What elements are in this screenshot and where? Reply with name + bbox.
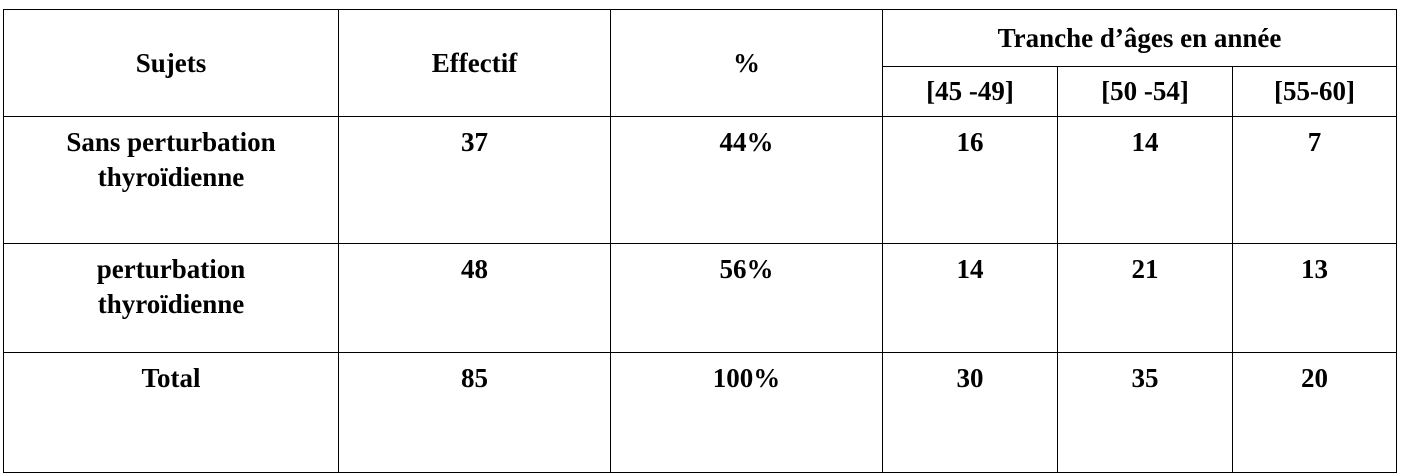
row-label-cell (4, 353, 339, 473)
percent-cell: 100% (611, 353, 883, 473)
header-age-range-1: [45 -49] (883, 67, 1058, 117)
age-cell-1: 30 (883, 353, 1058, 473)
header-age-group: Tranche d’âges en année (883, 10, 1397, 67)
age-cell-2: 21 (1058, 244, 1233, 353)
age-cell-1: 14 (883, 244, 1058, 353)
table-row-total (4, 353, 1397, 473)
age-cell-2: 14 (1058, 117, 1233, 244)
age-cell-2: 35 (1058, 353, 1233, 473)
age-cell-3: 20 (1233, 353, 1397, 473)
row-label-line1: Total (141, 363, 201, 393)
header-sujets: Sujets (4, 10, 339, 117)
header-row-top (4, 10, 1397, 67)
table-row (4, 244, 1397, 353)
header-effectif: Effectif (339, 10, 611, 117)
percent-cell: 56% (611, 244, 883, 353)
data-table (3, 9, 1397, 473)
row-label-line2: thyroïdienne (97, 162, 245, 192)
header-age-range-2: [50 -54] (1058, 67, 1233, 117)
row-label-line1: perturbation (96, 254, 246, 284)
row-label-line2: thyroïdienne (97, 289, 245, 319)
row-label-cell (4, 244, 339, 353)
table-row (4, 117, 1397, 244)
age-cell-1: 16 (883, 117, 1058, 244)
header-percent: % (611, 10, 883, 117)
row-label-line1: Sans perturbation (66, 127, 276, 157)
header-age-range-3: [55-60] (1233, 67, 1397, 117)
effectif-cell: 37 (339, 117, 611, 244)
effectif-cell: 48 (339, 244, 611, 353)
effectif-cell: 85 (339, 353, 611, 473)
age-cell-3: 13 (1233, 244, 1397, 353)
age-cell-3: 7 (1233, 117, 1397, 244)
row-label-cell (4, 117, 339, 244)
percent-cell: 44% (611, 117, 883, 244)
